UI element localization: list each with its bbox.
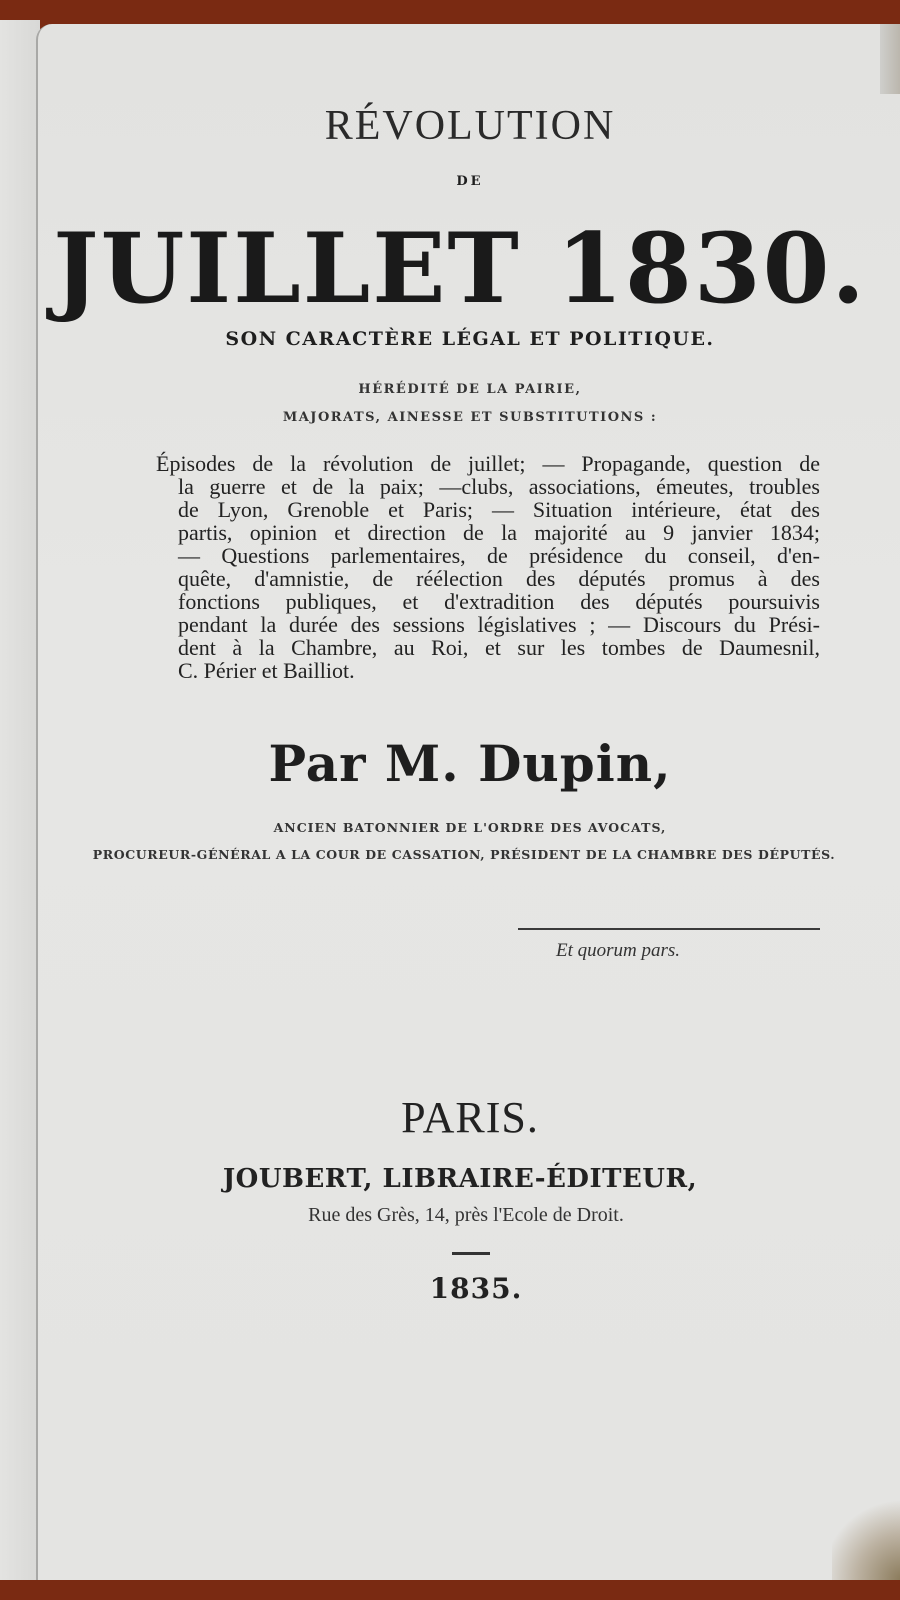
epigraph: Et quorum pars. [556, 940, 681, 961]
contents-line: quête, d'amnistie, de réélection des députés promus à des [178, 566, 820, 591]
publisher: JOUBERT, LIBRAIRE-ÉDITEUR, [222, 1164, 698, 1194]
contents-line: dent à la Chambre, au Roi, et sur les tombes de Daumesnil, [178, 635, 820, 660]
contents-line: pendant la durée des sessions législatives ; — Discours du Prési- [178, 612, 820, 637]
contents-paragraph [156, 452, 820, 682]
author: Par M. Dupin, [268, 734, 672, 793]
contents-line: la guerre et de la paix; —clubs, associations, émeutes, troubles [178, 474, 820, 499]
title-de: DE [456, 174, 484, 189]
publication-year: 1835. [429, 1272, 523, 1305]
imprint-city: PARIS. [401, 1093, 539, 1142]
contents-line: Épisodes de la révolution de juillet; — Propagande, question de [156, 451, 820, 476]
epigraph-rule [518, 928, 820, 930]
subtitle: SON CARACTÈRE LÉGAL ET POLITIQUE. [225, 328, 715, 350]
divider [452, 1252, 490, 1255]
topic-line-2: MAJORATS, AINESSE ET SUBSTITUTIONS : [282, 410, 658, 425]
contents-line: fonctions publiques, et d'extradition des députés poursuivis [178, 589, 820, 614]
topic-line-1: HÉRÉDITÉ DE LA PAIRIE, [358, 382, 582, 397]
title-juillet-1830: JUILLET 1830. [53, 212, 867, 325]
contents-line: partis, opinion et direction de la majorité au 9 janvier 1834; [178, 520, 820, 545]
author-credentials-2: PROCUREUR-GÉNÉRAL A LA COUR DE CASSATION, PRÉSIDENT DE LA CHAMBRE DES DÉPUTÉS. [92, 847, 836, 862]
author-credentials-1: ANCIEN BATONNIER DE L'ORDRE DES AVOCATS, [273, 820, 667, 835]
contents-line: C. Périer et Bailliot. [178, 658, 355, 683]
title-page [36, 24, 900, 1580]
page-corner-tab [880, 24, 900, 94]
page-stain [832, 1490, 900, 1580]
title-revolution: RÉVOLUTION [324, 103, 616, 149]
contents-line: de Lyon, Grenoble et Paris; — Situation intérieure, état des [178, 497, 820, 522]
contents-line: — Questions parlementaires, de présidence du conseil, d'en- [178, 543, 820, 568]
publisher-address: Rue des Grès, 14, près l'Ecole de Droit. [308, 1204, 624, 1226]
